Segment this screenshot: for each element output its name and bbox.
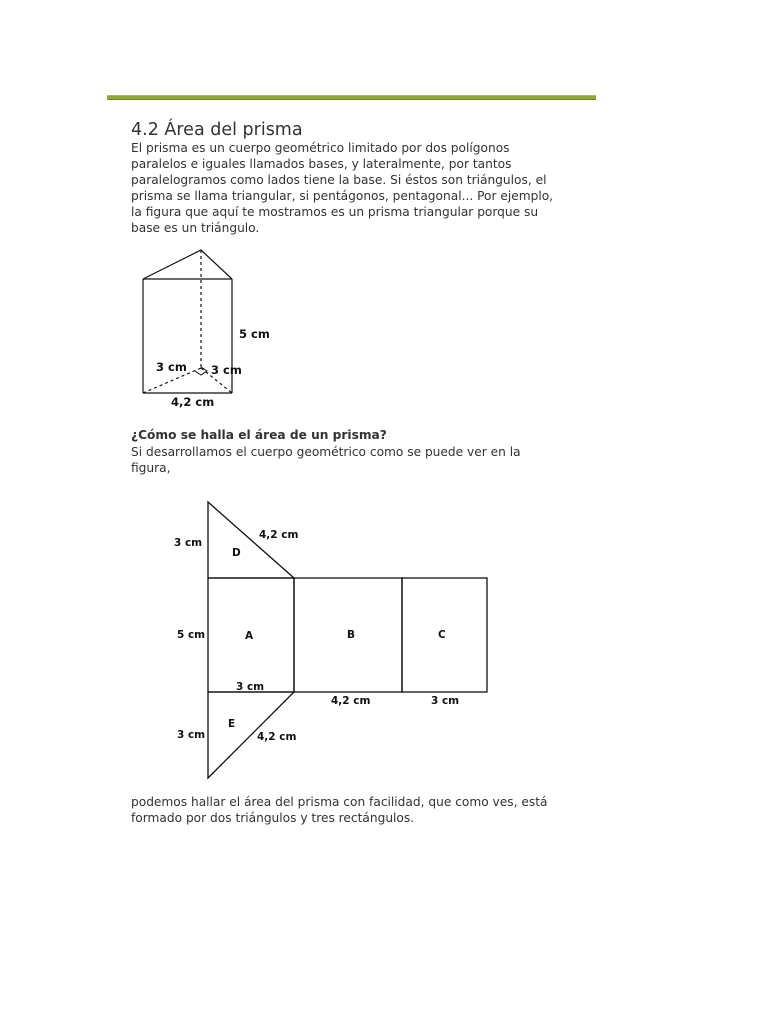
net-d-hypotenuse-label: 4,2 cm [259, 529, 299, 541]
net-e-side-label: 3 cm [177, 729, 206, 741]
net-face-a-label: A [245, 630, 254, 642]
how-to-line: Si desarrollamos el cuerpo geométrico como se puede ver en la [131, 445, 521, 459]
section-title: 4.2 Área del prisma [131, 120, 303, 140]
net-height-label: 5 cm [177, 629, 206, 641]
prism-side-a-label: 3 cm [156, 360, 187, 374]
how-to-line: figura, [131, 461, 171, 475]
prism-side-b-label: 3 cm [211, 363, 242, 377]
net-face-d-label: D [232, 547, 241, 559]
net-face-c-label: C [438, 629, 446, 641]
prism-height-label: 5 cm [239, 327, 270, 341]
net-b-bottom-label: 4,2 cm [331, 695, 371, 707]
conclusion-line: podemos hallar el área del prisma con facilidad, que como ves, está [131, 795, 548, 809]
intro-line: la figura que aquí te mostramos es un prisma triangular porque su [131, 205, 539, 219]
intro-line: prisma se llama triangular, si pentágonos, pentagonal... Por ejemplo, [131, 189, 554, 203]
net-e-hypotenuse-label: 4,2 cm [257, 731, 297, 743]
net-a-bottom-label: 3 cm [236, 681, 265, 693]
how-to-heading: ¿Cómo se halla el área de un prisma? [131, 428, 387, 442]
prism-base-label: 4,2 cm [171, 395, 215, 409]
net-d-side-label: 3 cm [174, 537, 203, 549]
intro-line: base es un triángulo. [131, 221, 260, 235]
intro-line: El prisma es un cuerpo geométrico limitado por dos polígonos [131, 141, 510, 155]
conclusion-line: formado por dos triángulos y tres rectángulos. [131, 811, 415, 825]
intro-line: paralelos e iguales llamados bases, y lateralmente, por tantos [131, 157, 512, 171]
net-c-bottom-label: 3 cm [431, 695, 460, 707]
net-face-b-label: B [347, 629, 356, 641]
conclusion-paragraph [131, 794, 561, 826]
intro-line: paralelogramos como lados tiene la base. Si éstos son triángulos, el [131, 173, 547, 187]
net-face-e-label: E [228, 718, 236, 730]
